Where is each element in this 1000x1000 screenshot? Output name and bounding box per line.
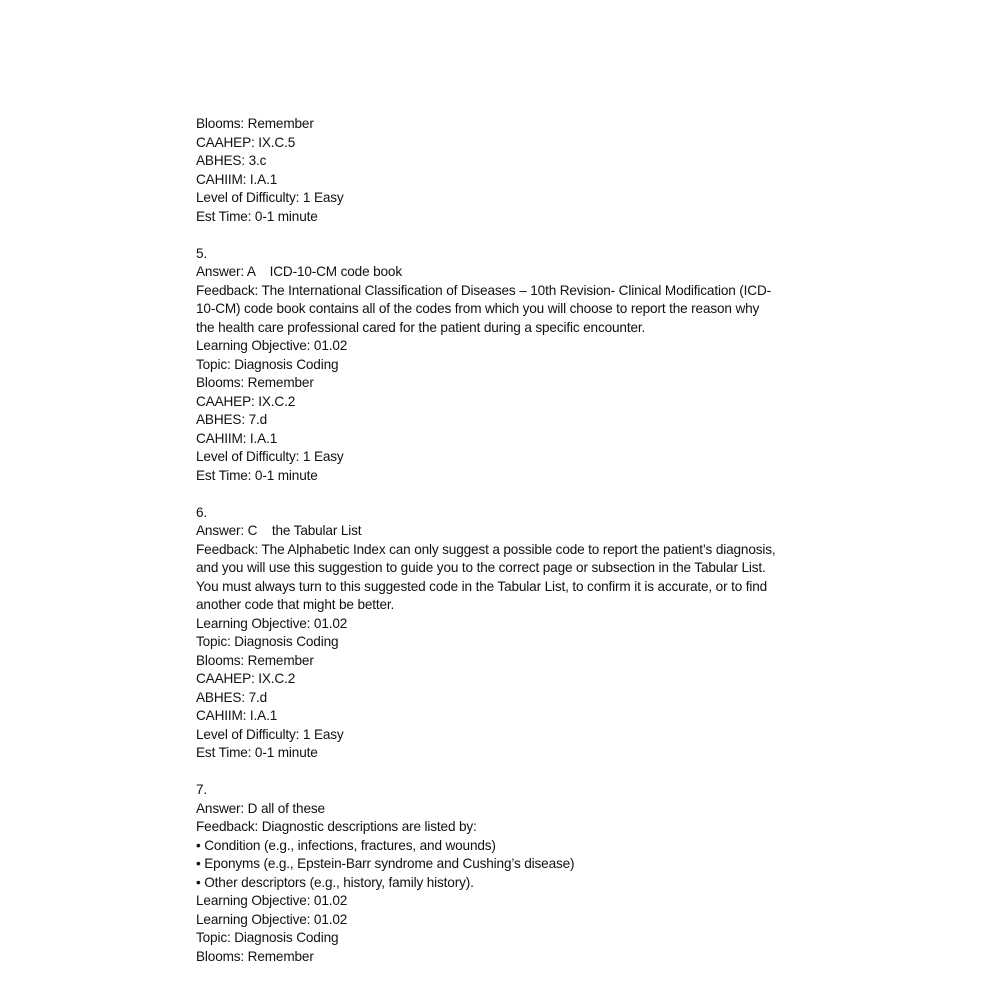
- feedback-line: Feedback: The International Classification of Diseases – 10th Revision- Clinical Modification (ICD-: [196, 282, 771, 298]
- answer-line: Answer: C the Tabular List: [196, 523, 362, 538]
- spacer: [196, 485, 816, 504]
- difficulty-line: Level of Difficulty: 1 Easy: [196, 449, 344, 464]
- spacer: [196, 763, 816, 782]
- cahiim-line: CAHIIM: I.A.1: [196, 171, 278, 187]
- est-time-line: Est Time: 0-1 minute: [196, 467, 318, 483]
- spacer: [196, 226, 816, 245]
- answer-line: Answer: D all of these: [196, 800, 325, 816]
- feedback-line: Feedback: The Alphabetic Index can only suggest a possible code to report the patient’s diagnosis,: [196, 541, 776, 557]
- abhes-line: ABHES: 3.c: [196, 153, 267, 168]
- difficulty-line: Level of Difficulty: 1 Easy: [196, 190, 344, 205]
- blooms-line: Blooms: Remember: [196, 652, 314, 668]
- caahep-line: CAAHEP: IX.C.5: [196, 134, 296, 150]
- bullet-item: • Condition (e.g., infections, fractures, and wounds): [196, 837, 496, 853]
- feedback-line: You must always turn to this suggested code in the Tabular List, to confirm it is accurate, or to find: [196, 578, 768, 594]
- topic-line: Topic: Diagnosis Coding: [196, 634, 339, 649]
- learning-objective-line: Learning Objective: 01.02: [196, 338, 348, 353]
- abhes-line: ABHES: 7.d: [196, 412, 268, 427]
- document-page: [196, 115, 816, 966]
- question-number: 5.: [196, 245, 208, 261]
- feedback-line: another code that might be better.: [196, 597, 395, 612]
- question-6-answer-block: [196, 504, 816, 763]
- topic-line: Topic: Diagnosis Coding: [196, 356, 339, 372]
- continuation-block: [196, 115, 816, 226]
- question-number: 6.: [196, 504, 208, 520]
- question-number: 7.: [196, 782, 208, 797]
- bullet-item: • Other descriptors (e.g., history, family history).: [196, 874, 474, 890]
- difficulty-line: Level of Difficulty: 1 Easy: [196, 726, 344, 742]
- blooms-line: Blooms: Remember: [196, 116, 314, 131]
- learning-objective-line: Learning Objective: 01.02: [196, 615, 348, 631]
- cahiim-line: CAHIIM: I.A.1: [196, 430, 278, 446]
- learning-objective-line: Learning Objective: 01.02: [196, 911, 348, 927]
- answer-line: Answer: A ICD-10-CM code book: [196, 264, 402, 279]
- blooms-line: Blooms: Remember: [196, 375, 314, 390]
- caahep-line: CAAHEP: IX.C.2: [196, 393, 296, 409]
- est-time-line: Est Time: 0-1 minute: [196, 208, 318, 224]
- abhes-line: ABHES: 7.d: [196, 689, 268, 705]
- bullet-item: • Eponyms (e.g., Epstein-Barr syndrome and Cushing’s disease): [196, 856, 575, 871]
- cahiim-line: CAHIIM: I.A.1: [196, 708, 278, 723]
- question-7-answer-block: [196, 781, 816, 966]
- learning-objective-line: Learning Objective: 01.02: [196, 893, 348, 908]
- est-time-line: Est Time: 0-1 minute: [196, 745, 318, 760]
- question-5-answer-block: [196, 245, 816, 486]
- feedback-line: the health care professional cared for the patient during a specific encounter.: [196, 319, 646, 335]
- feedback-line: Feedback: Diagnostic descriptions are listed by:: [196, 819, 477, 834]
- blooms-line: Blooms: Remember: [196, 948, 314, 964]
- feedback-line: 10-CM) code book contains all of the codes from which you will choose to report the reason why: [196, 301, 760, 316]
- caahep-line: CAAHEP: IX.C.2: [196, 671, 296, 686]
- topic-line: Topic: Diagnosis Coding: [196, 930, 339, 945]
- feedback-line: and you will use this suggestion to guide you to the correct page or subsection in the Tabular List.: [196, 560, 766, 575]
